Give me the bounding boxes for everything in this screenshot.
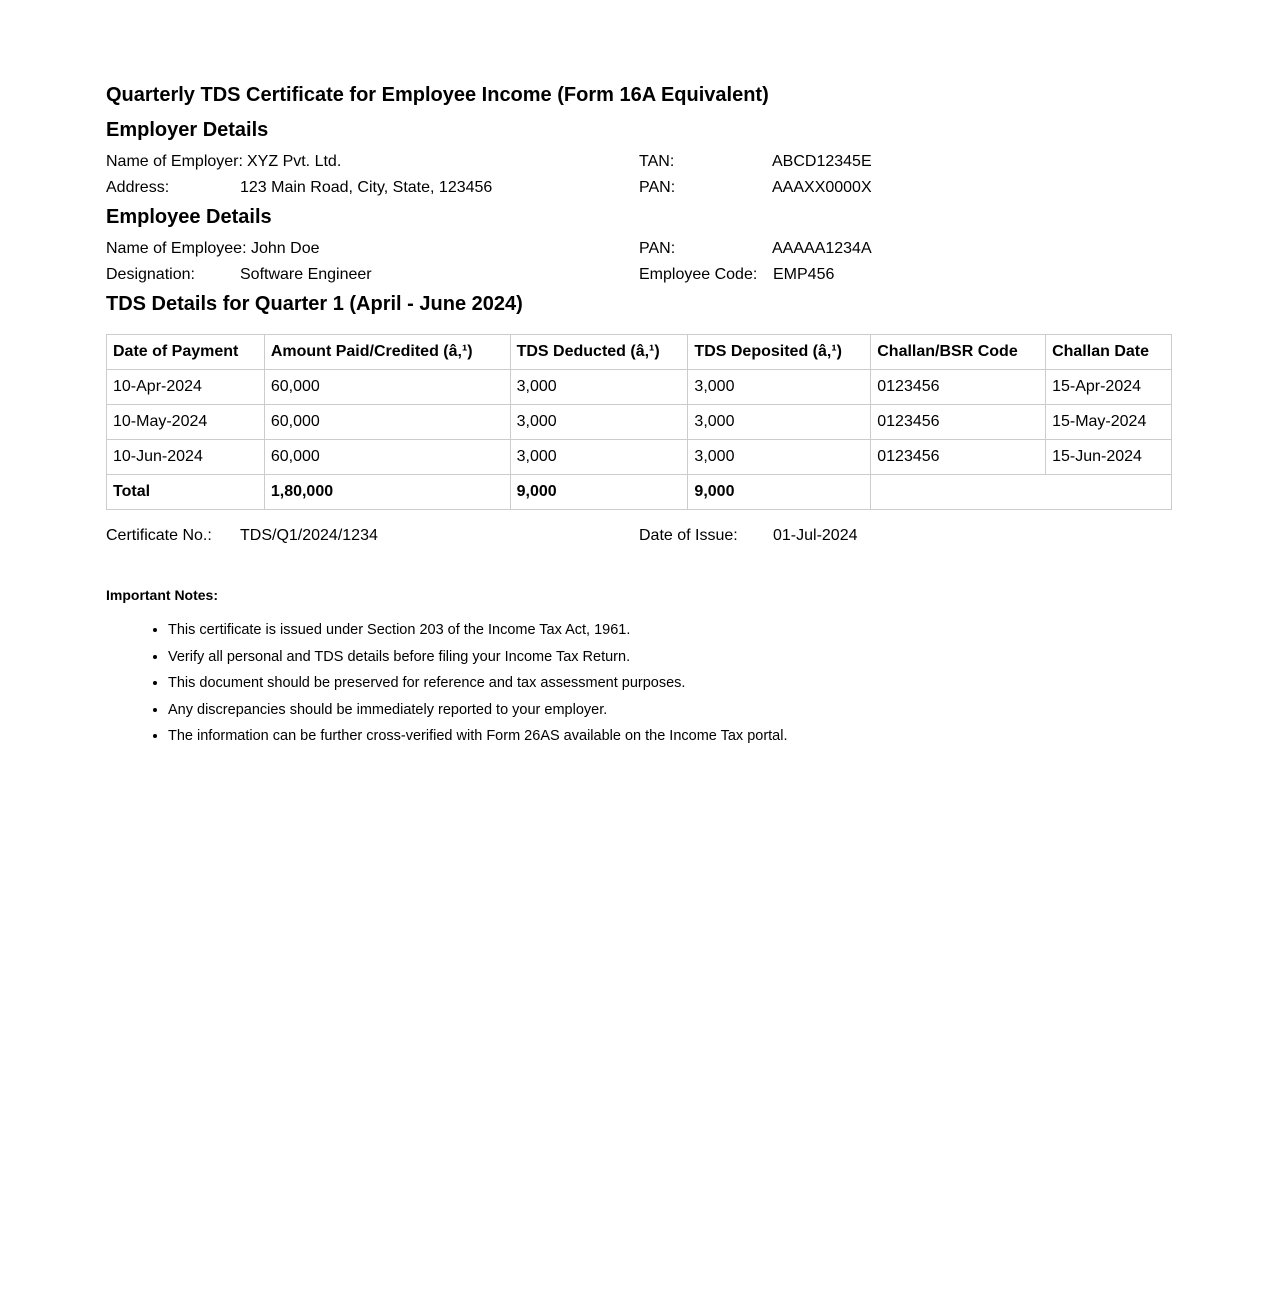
table-header-row [107, 335, 1172, 370]
employer-details-heading: Employer Details [106, 119, 269, 141]
employer-name-label: Name of Employer: [106, 153, 243, 170]
list-item: • This document should be preserved for reference and tax assessment purposes. [168, 670, 788, 697]
certificate-number-value: TDS/Q1/2024/1234 [240, 527, 378, 544]
table-total-row [107, 475, 1172, 510]
employee-code-value: EMP456 [773, 266, 835, 283]
table-cell: 60,000 [264, 405, 510, 440]
table-cell: 10-Apr-2024 [107, 370, 265, 405]
table-cell: 15-Jun-2024 [1046, 440, 1172, 475]
table-cell: 15-May-2024 [1046, 405, 1172, 440]
table-cell: 0123456 [871, 370, 1046, 405]
column-header-challan-bsr-code: Challan/BSR Code [871, 335, 1046, 370]
column-header-date-of-payment: Date of Payment [107, 335, 265, 370]
list-item: • Verify all personal and TDS details before filing your Income Tax Return. [168, 644, 788, 671]
table-cell: 10-Jun-2024 [107, 440, 265, 475]
table-cell: 3,000 [688, 370, 871, 405]
column-header-tds-deducted: TDS Deducted (â‚¹) [510, 335, 688, 370]
employer-name-value: XYZ Pvt. Ltd. [247, 153, 342, 170]
total-deducted-cell: 9,000 [510, 475, 688, 510]
column-header-challan-date: Challan Date [1046, 335, 1172, 370]
employer-tan-value: ABCD12345E [772, 153, 872, 170]
table-row [107, 440, 1172, 475]
total-empty-cell [871, 475, 1172, 510]
column-header-tds-deposited: TDS Deposited (â‚¹) [688, 335, 871, 370]
certificate-number-label: Certificate No.: [106, 527, 212, 544]
tds-details-heading: TDS Details for Quarter 1 (April - June 2024) [106, 293, 523, 315]
important-notes-heading: Important Notes: [106, 587, 218, 603]
employee-name-label: Name of Employee: [106, 240, 247, 257]
total-deposited-cell: 9,000 [688, 475, 871, 510]
table-cell: 3,000 [510, 370, 688, 405]
table-cell: 3,000 [688, 440, 871, 475]
column-header-amount-paid: Amount Paid/Credited (â‚¹) [264, 335, 510, 370]
total-label-cell: Total [107, 475, 265, 510]
table-row [107, 370, 1172, 405]
page-title: Quarterly TDS Certificate for Employee Income (Form 16A Equivalent) [106, 84, 769, 106]
employer-pan-label: PAN: [639, 179, 676, 196]
employer-tan-label: TAN: [639, 153, 675, 170]
table-row [107, 405, 1172, 440]
list-item: • The information can be further cross-verified with Form 26AS available on the Income Tax portal. [168, 723, 788, 750]
employee-pan-label: PAN: [639, 240, 676, 257]
table-cell: 3,000 [688, 405, 871, 440]
employee-pan-value: AAAAA1234A [772, 240, 872, 257]
employer-address-label: Address: [106, 179, 170, 196]
important-notes-list [106, 617, 788, 750]
employer-pan-value: AAAXX0000X [772, 179, 872, 196]
employee-name-value: John Doe [251, 240, 320, 257]
table-cell: 0123456 [871, 405, 1046, 440]
employee-designation-label: Designation: [106, 266, 195, 283]
table-cell: 60,000 [264, 440, 510, 475]
list-item: • Any discrepancies should be immediately reported to your employer. [168, 697, 788, 724]
table-cell: 60,000 [264, 370, 510, 405]
employee-code-label: Employee Code: [639, 266, 758, 283]
date-of-issue-value: 01-Jul-2024 [773, 527, 858, 544]
employer-address-value: 123 Main Road, City, State, 123456 [240, 179, 493, 196]
employee-designation-value: Software Engineer [240, 266, 372, 283]
employee-details-heading: Employee Details [106, 206, 272, 228]
total-amount-cell: 1,80,000 [264, 475, 510, 510]
date-of-issue-label: Date of Issue: [639, 527, 738, 544]
table-cell: 3,000 [510, 405, 688, 440]
table-cell: 15-Apr-2024 [1046, 370, 1172, 405]
table-cell: 10-May-2024 [107, 405, 265, 440]
table-cell: 0123456 [871, 440, 1046, 475]
list-item: • This certificate is issued under Section 203 of the Income Tax Act, 1961. [168, 617, 788, 644]
table-cell: 3,000 [510, 440, 688, 475]
tds-details-table [106, 334, 1172, 510]
